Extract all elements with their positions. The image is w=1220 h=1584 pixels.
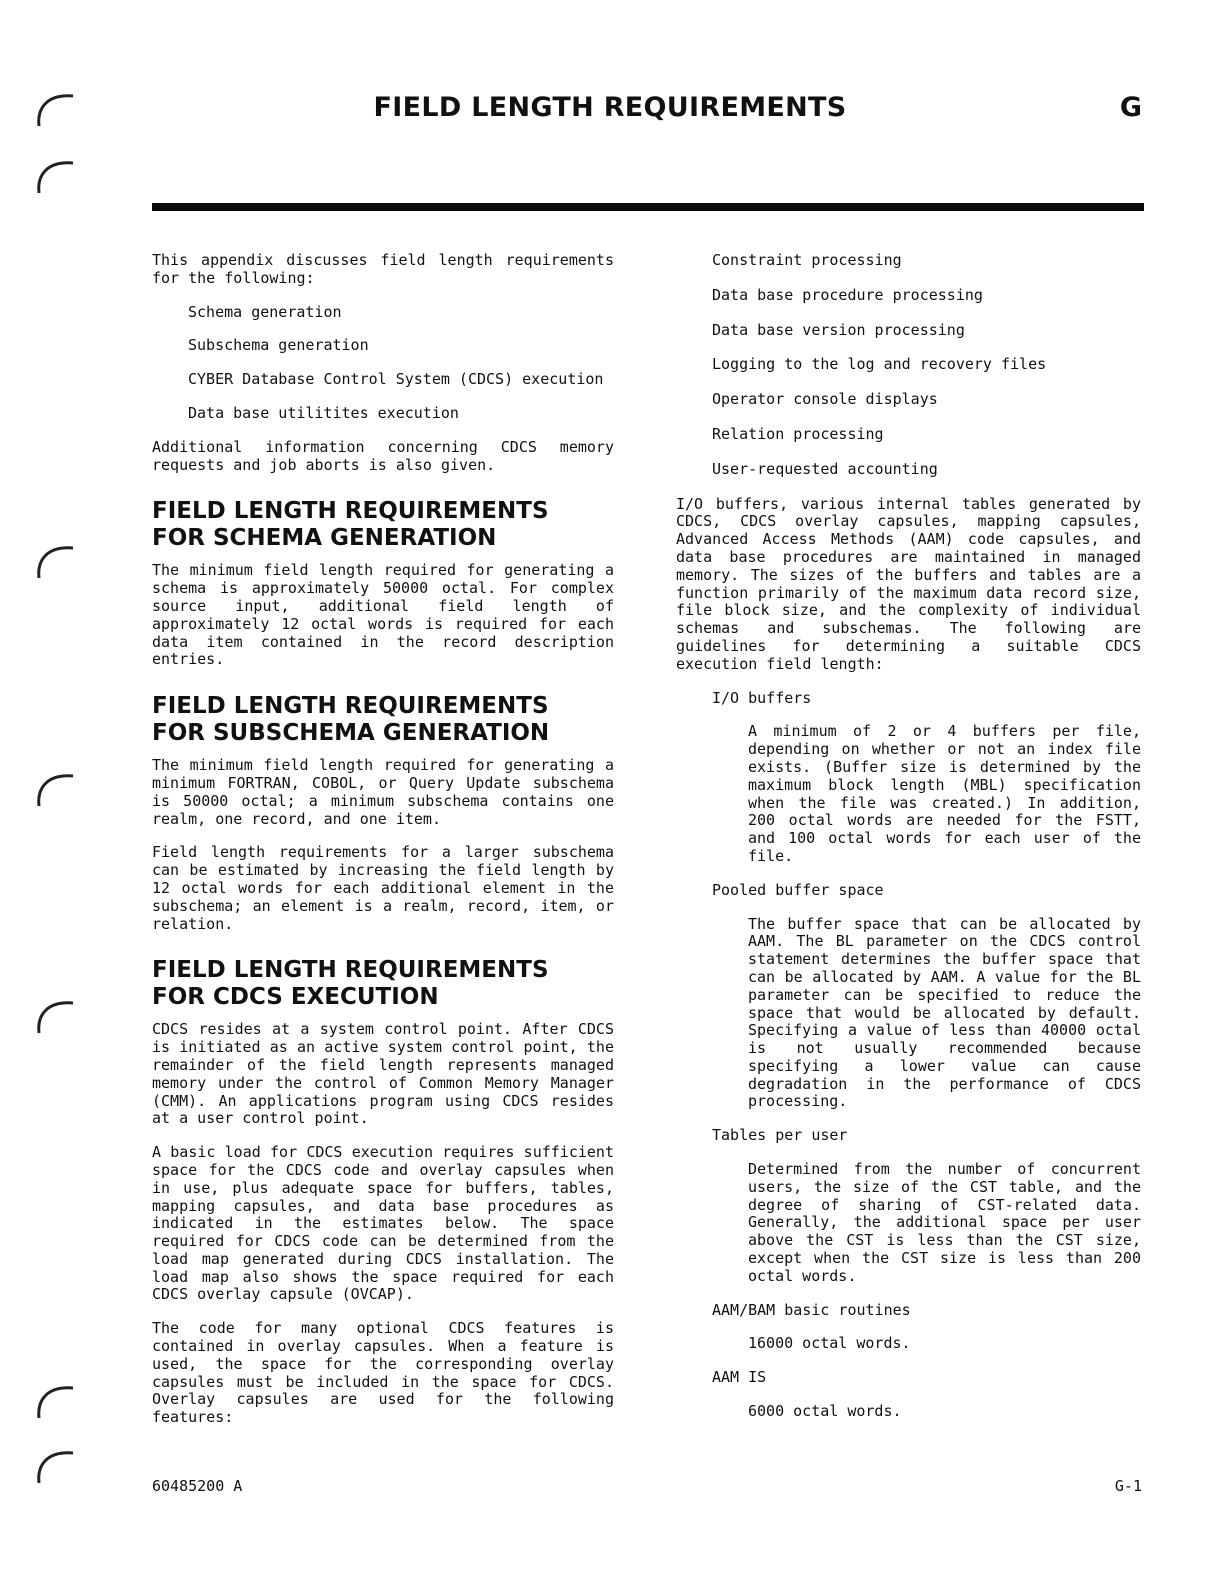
tables-per-user-text: Determined from the number of concurrent users, the size of the CST table, and the degree of sharing of CST-related data. Generally, the additional space per user above the CST is less than the CST size, except when the CST size is less than 200 octal words. [748,1160,1141,1285]
intro-list-item: Subschema generation [188,336,369,355]
feature-list-item: Logging to the log and recovery files [712,355,1047,374]
binder-hole-mark-icon [33,1380,79,1420]
schema-section-heading: FIELD LENGTH REQUIREMENTS FOR SCHEMA GENERATION [152,498,549,552]
intro-list-item: Schema generation [188,302,342,321]
feature-list-item: Constraint processing [712,251,902,269]
appendix-letter: G [1119,92,1142,123]
io-buffers-text: A minimum of 2 or 4 buffers per file, depending on whether or not an index file exists. (Buffer size is determined by the maximum block length (MBL) specification when the file was created.) In addition, 200 octal words are needed for the FSTT, and 100 octal words for each user of the file. [748,722,1141,865]
subschema-paragraph: The minimum field length required for generating a minimum FORTRAN, COBOL, or Query Update subschema is 50000 octal; a minimum subschema contains one realm, one record, and one item. [152,756,614,828]
io-intro-paragraph: I/O buffers, various internal tables generated by CDCS, CDCS overlay capsules, mapping capsules, Advanced Access Methods (AAM) code capsules, and data base procedures are maintained in managed memory. The sizes of the buffers and tables are a function primarily of the maximum data record size, file block size, and the complexity of individual schemas and subschemas. The following are guidelines for determining a suitable CDCS execution field length: [676,494,1141,673]
binder-hole-mark-icon [33,1445,79,1485]
feature-list-item: Relation processing [712,424,884,443]
document-number: 60485200 A [152,1477,243,1495]
cdcs-paragraph: CDCS resides at a system control point. After CDCS is initiated as an active system control point, the remainder of the field length represents managed memory under the control of Common Memory Manager (CMM). An applications program using CDCS resides at a user control point. [152,1020,614,1128]
schema-paragraph: The minimum field length required for generating a schema is approximately 50000 octal. For complex source input, additional field length of approximately 12 octal words is required for each data item contained in the record description entries. [152,561,614,669]
feature-list-item: Data base version processing [712,320,965,339]
cdcs-paragraph: The code for many optional CDCS features is contained in overlay capsules. When a feature is used, the space for the corresponding overlay capsules must be included in the space for CDCS. Overlay capsules are used for the following features: [152,1319,614,1427]
intro-list-item: Data base utilitites execution [188,403,459,422]
page-number: G-1 [1114,1477,1142,1495]
binder-hole-mark-icon [33,155,79,195]
subschema-paragraph: Field length requirements for a larger subschema can be estimated by increasing the field length by 12 octal words for each additional element in the subschema; an element is a realm, record, item, or relation. [152,843,614,933]
binder-hole-mark-icon [33,995,79,1035]
intro-list-item: CYBER Database Control System (CDCS) execution [188,370,604,389]
aam-bam-text: 16000 octal words. [748,1334,911,1353]
intro-paragraph: This appendix discusses field length requirements for the following: [152,251,614,287]
right-column [676,252,1141,1437]
aam-is-text: 6000 octal words. [748,1402,902,1421]
pooled-buffer-text: The buffer space that can be allocated by AAM. The BL parameter on the CDCS control statement determines the buffer space that can be allocated by AAM. A value for the BL parameter can be specified to reduce the space that would be allocated by default. Specifying a value of less than 40000 octal is not usually recommended because specifying a lower value can cause degradation in the performance of CDCS processing. [748,914,1141,1111]
subschema-section-heading: FIELD LENGTH REQUIREMENTS FOR SUBSCHEMA GENERATION [152,693,550,747]
page-title: FIELD LENGTH REQUIREMENTS [373,92,847,123]
left-column [152,252,614,1443]
binder-hole-mark-icon [33,768,79,808]
aam-is-label: AAM IS [712,1368,767,1387]
aam-bam-label: AAM/BAM basic routines [712,1300,911,1319]
feature-list-item: Data base procedure processing [712,285,983,304]
cdcs-paragraph: A basic load for CDCS execution requires sufficient space for the CDCS code and overlay capsules when in use, plus adequate space for buffers, tables, mapping capsules, and data base procedures as indicated in the estimates below. The space required for CDCS code can be determined from the load map generated during CDCS installation. The load map also shows the space required for each CDCS overlay capsule (OVCAP). [152,1143,614,1304]
pooled-buffer-label: Pooled buffer space [712,880,884,899]
feature-list-item: User-requested accounting [712,459,938,478]
cdcs-section-heading: FIELD LENGTH REQUIREMENTS FOR CDCS EXECUTION [152,957,549,1011]
tables-per-user-label: Tables per user [712,1126,848,1145]
binder-hole-mark-icon [33,540,79,580]
feature-list-item: Operator console displays [712,390,938,409]
header-rule [152,203,1144,211]
io-buffers-label: I/O buffers [712,688,812,707]
additional-info-paragraph: Additional information concerning CDCS memory requests and job aborts is also given. [152,437,614,474]
